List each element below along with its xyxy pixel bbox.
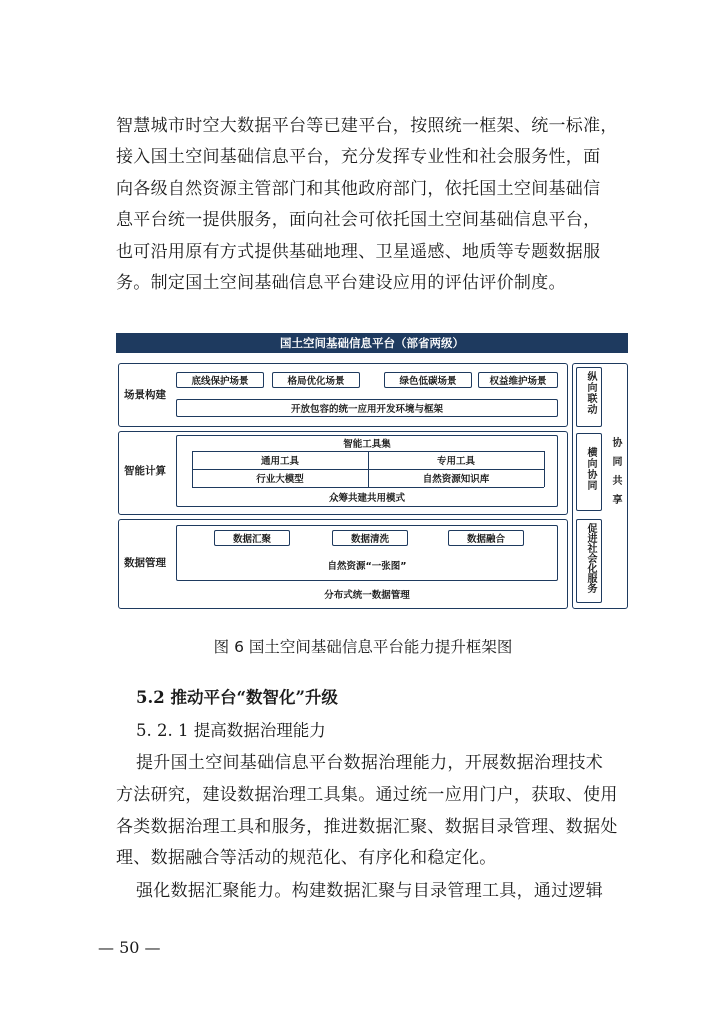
text-line: 提升国土空间基础信息平台数据治理能力，开展数据治理技术 [136,753,604,773]
text-line: 也可沿用原有方式提供基础地理、卫星遥感、地质等专题数据服 [116,241,601,262]
data-center: 自然资源“一张图” [327,561,407,572]
scene-item: 格局优化场景 [272,372,360,388]
smart-cell: 自然资源知识库 [422,474,490,485]
section-heading: 5.2 推动平台“数智化”升级 [136,688,338,707]
data-item: 数据清洗 [332,530,408,546]
text-line: 向各级自然资源主管部门和其他政府部门，依托国土空间基础信 [116,178,601,199]
paragraph-3 [116,876,628,907]
scene-item: 权益维护场景 [478,372,558,388]
page-number: — 50 — [98,938,161,957]
diagram-title: 国土空间基础信息平台（部省两级） [116,333,628,353]
smart-label: 智能计算 [124,465,166,477]
vertical-label: 横向协同 [585,447,596,491]
text-line: 各类数据治理工具和服务，推进数据汇聚、数据目录管理、数据处 [116,816,618,837]
text-line: 强化数据汇聚能力。构建数据汇聚与目录管理工具，通过逻辑 [136,881,604,901]
text-line: 务。制定国土空间基础信息平台建设应用的评估评价制度。 [116,273,566,294]
smart-cell: 专用工具 [436,456,475,467]
divider [544,451,545,487]
divider [192,451,193,487]
text-line: 智慧城市时空大数据平台等已建平台，按照统一框架、统一标准， [116,116,618,136]
figure-caption: 图 6 国土空间基础信息平台能力提升框架图 [213,638,513,656]
vertical-label: 促进社会化服务 [585,523,596,593]
text-line: 方法研究，建设数据治理工具集。通过统一应用门户，获取、使用 [116,784,618,805]
scene-bar: 开放包容的统一应用开发环境与框架 [176,399,558,417]
scene-item: 底线保护场景 [176,372,264,388]
divider [368,451,369,487]
text-line: 息平台统一提供服务，面向社会可依托国土空间基础信息平台， [116,210,601,231]
text-line: 理、数据融合等活动的规范化、有序化和稳定化。 [116,848,497,869]
data-label: 数据管理 [124,557,166,569]
data-item: 数据融合 [448,530,524,546]
data-footer: 分布式统一数据管理 [324,590,410,601]
vertical-label: 纵向联动 [585,371,596,415]
smart-cell: 通用工具 [260,456,299,467]
framework-diagram [116,333,628,610]
scene-label: 场景构建 [124,389,166,401]
data-item: 数据汇聚 [214,530,290,546]
smart-footer: 众筹共建共用模式 [328,493,405,504]
smart-cell: 行业大模型 [256,474,304,485]
subsection-heading: 5. 2. 1 提高数据治理能力 [136,721,326,740]
text-line: 接入国土空间基础信息平台，充分发挥专业性和社会服务性，面 [116,147,601,168]
paragraph-2 [116,748,628,875]
paragraph-1 [116,111,628,299]
vertical-label: 协同共享 [610,437,621,513]
smart-header: 智能工具集 [343,439,391,450]
scene-item: 绿色低碳场景 [384,372,472,388]
